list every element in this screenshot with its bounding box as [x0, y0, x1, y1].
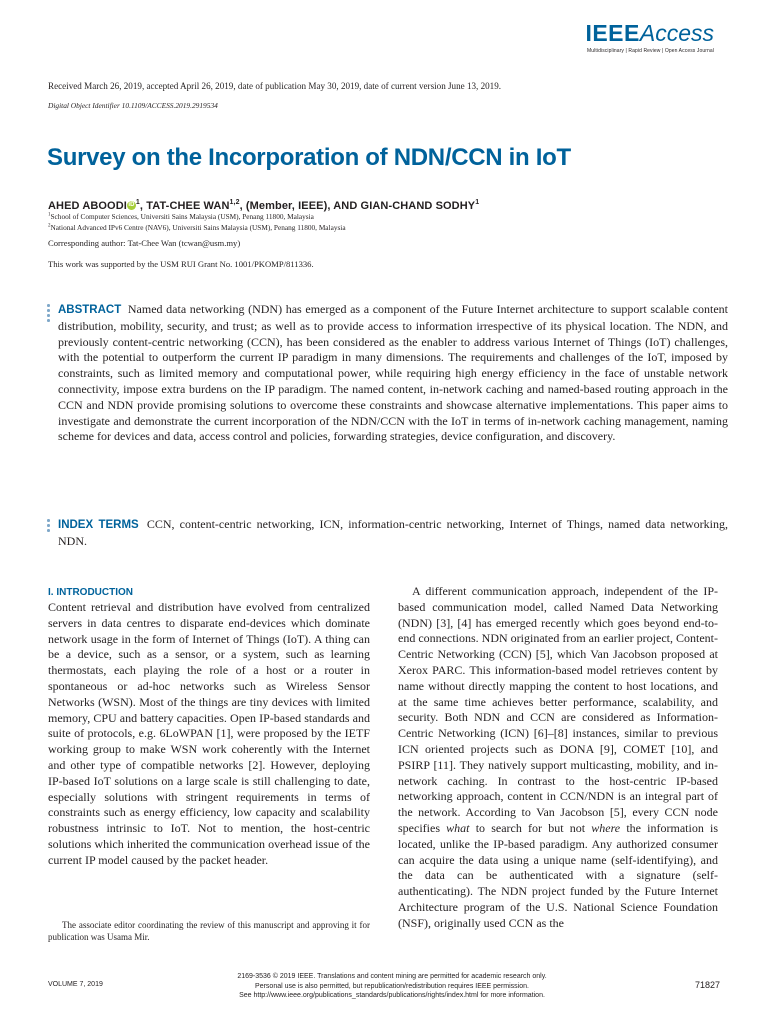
- author-2[interactable]: , TAT-CHEE WAN: [139, 200, 230, 212]
- intro-p2-part-c: the information is located, unlike the IP-based paradigm. Any authorized consumer can acquire the data using a unique name (self-identifying), and the data can be authenticated with a signature (self-authenticating). The NDN project funded by the Future Internet Architecture program of the U.S. National Science Foundation (NSF), originally used CCN as the: [398, 820, 719, 930]
- affiliation-2-text: National Advanced IPv6 Centre (NAV6), Universiti Sains Malaysia (USM), Penang 11800, Malaysia: [50, 223, 346, 232]
- footer-volume: VOLUME 7, 2019: [48, 981, 103, 988]
- affiliation-2-num: 2: [48, 223, 51, 229]
- doi[interactable]: Digital Object Identifier 10.1109/ACCESS.2019.2919534: [48, 101, 218, 110]
- paper-title: Survey on the Incorporation of NDN/CCN in IoT: [47, 144, 571, 171]
- abstract-dots-icon: [47, 304, 50, 324]
- intro-p2-part-b: to search for but not: [469, 820, 592, 835]
- author-list: [48, 199, 479, 212]
- intro-p2-part-a: A different communication approach, independent of the IP-based communication model, called Named Data Networking (NDN) [3], [4] has emerged recently which goes beyond end-to-end connections. NDN originated from an earlier project, Content-Centric Networking (CCN) [5], which Van Jacobson proposed at Xerox PARC. This information-based model retrieves content by name without directly mapping the content to host locations, and at the same time achieves better performance, scalability, and security. Both NDN and CCN are considered as Information-Centric Networking (ICN) [6]–[8] instances, similar to previous ICN oriented projects such as DONA [9], COMET [10], and PSIRP [11]. They natively support multicasting, mobility, and in-network caching. In contrast to the host-centric IP-based networking approach, content in CCN/NDN is an integral part of the network. According to Van Jacobson [5], every CCN node specifies: [398, 584, 718, 835]
- author-3-affil: 1: [475, 199, 480, 206]
- intro-p2-emph-what: what: [446, 820, 470, 835]
- abstract-heading: ABSTRACT: [58, 304, 122, 316]
- footer-rights-link[interactable]: See http://www.ieee.org/publications_standards/publications/rights/index.html for more information.: [239, 992, 545, 999]
- author-2-affil: 1,2: [229, 199, 240, 206]
- affiliation-2: [48, 223, 346, 232]
- corresponding-author: Corresponding author: Tat-Chee Wan (tcwan@usm.my): [48, 238, 241, 248]
- logo-ieee: IEEE: [585, 20, 640, 46]
- author-1-affil: 1: [135, 199, 140, 206]
- index-terms: [58, 517, 728, 550]
- journal-logo: [585, 22, 714, 54]
- editor-footnote: The associate editor coordinating the review of this manuscript and approving it for publication was Usama Mir.: [48, 920, 370, 942]
- logo-tagline: Multidisciplinary | Rapid Review | Open Access Journal: [587, 48, 714, 54]
- author-2-membership-and-author-3[interactable]: , (Member, IEEE), AND GIAN-CHAND SODHY: [239, 200, 476, 212]
- orcid-icon[interactable]: iD: [128, 202, 135, 208]
- funding-note: This work was supported by the USM RUI Grant No. 1001/PKOMP/811336.: [48, 259, 314, 269]
- abstract-text: Named data networking (NDN) has emerged as a component of the Future Internet architecture to support scalable content distribution, mobility, security, and trust; as well as to provide access to information irrespective of its physical location. The NDN, and previously content-centric networking (CCN), has been considered as the enabler to address various Internet of Things (IoT) challenges, with the potential to outperform the current IP paradigm in many dimensions. The requirements and challenges of the IoT, imposed by constraints, such as limited memory and computational power, while requiring high energy efficiency in the face of unstable network connectivity, impose extra burdens on the IP paradigm. The named content, in-network caching and named-based routing approach in the CCN and NDN provide promising solutions to overcome these constraints and showcase alternative implementations. This paper aims to investigate and demonstrate the current incorporation of the NDN/CCN with the IoT in terms of in-network caching management, naming scheme for devices and data, access control and policies, forwarding strategies, device configuration, and discovery.: [58, 302, 728, 444]
- intro-paragraph-2: [398, 584, 718, 932]
- abstract: [58, 302, 728, 445]
- intro-paragraph-1: Content retrieval and distribution have evolved from centralized servers in data centres to disparate end-devices which dominate network usage in the form of Internet of Things (IoT). A thing can be a device, such as a sensor, or a system, such as learning thermostats, each playing the role of a host or a router in spontaneous or ad-hoc networks such as Wireless Sensor Networks (WSN). Most of the things are tiny devices with limited memory, CPU and battery capacities. Open IP-based standards and suite of protocols, e.g. 6LoWPAN [1], were proposed by the IETF working group to make WSN work coherently with the Internet and other type of compatible networks [2]. However, deploying IP-based IoT solutions on a large scale is still challenging to date, especially solutions with stringent requirements in terms of constraints such as energy efficiency, low capacity and scalability robustness intrinsic to IoT. Not to mention, the host-centric solutions which inherited the communication overhead issue of the current IP model caused by the packet header.: [48, 600, 370, 867]
- affiliation-1-text: School of Computer Sciences, Universiti Sains Malaysia (USM), Penang 11800, Malaysia: [50, 212, 314, 221]
- footer-copyright: [180, 972, 604, 1001]
- index-terms-heading: INDEX TERMS: [58, 519, 139, 531]
- footer-copyright-line-2: Personal use is also permitted, but republication/redistribution requires IEEE permission.: [255, 982, 529, 990]
- index-terms-text: CCN, content-centric networking, ICN, information-centric networking, Internet of Things, named data networking, NDN.: [58, 517, 729, 548]
- author-1[interactable]: AHED ABOODI: [48, 200, 127, 212]
- received-dates: Received March 26, 2019, accepted April 26, 2019, date of publication May 30, 2019, date of current version June 13, 2019.: [48, 81, 502, 91]
- footer-copyright-line-1: 2169-3536 © 2019 IEEE. Translations and content mining are permitted for academic research only.: [237, 973, 547, 980]
- page-number: 71827: [694, 980, 720, 990]
- affiliation-1-num: 1: [48, 212, 51, 218]
- section-heading-introduction: I. INTRODUCTION: [48, 587, 133, 598]
- affiliation-1: [48, 212, 314, 221]
- index-terms-dots-icon: [47, 519, 50, 534]
- intro-p2-emph-where: where: [591, 820, 621, 835]
- logo-access: Access: [639, 20, 714, 46]
